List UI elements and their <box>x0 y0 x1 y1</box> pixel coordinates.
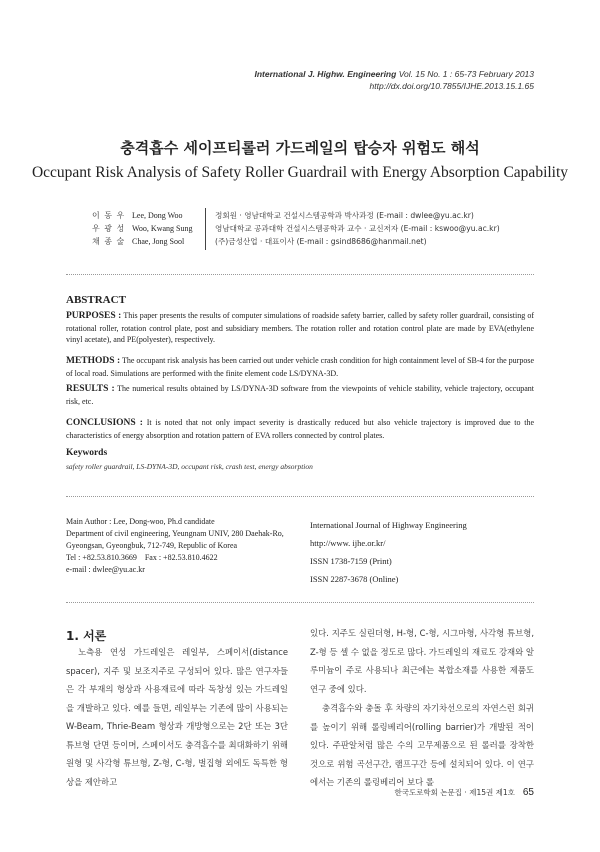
page-number: 65 <box>522 787 534 798</box>
main-author-line: Tel : +82.53.810.3669 Fax : +82.53.810.4622 <box>66 553 218 562</box>
body-right-column <box>310 624 534 792</box>
main-author-line: e-mail : dwlee@yu.ac.kr <box>66 565 145 574</box>
author-row <box>92 222 196 235</box>
results-text: The numerical results obtained by LS/DYNA-3D software from the viewpoints of vehicle stability, vehicle trajectory, occupant risk, etc. <box>66 384 535 406</box>
footer-journal: 한국도로학회 논문집 · 제15권 제1호 <box>394 788 515 797</box>
author-name-en: Woo, Kwang Sung <box>132 224 193 233</box>
keywords-heading: Keywords <box>66 448 108 458</box>
top-divider <box>66 274 534 275</box>
journal-url[interactable]: http://www. ijhe.or.kr/ <box>310 538 386 548</box>
author-row <box>92 209 196 222</box>
author-row <box>92 235 196 248</box>
body-left-column <box>66 643 288 791</box>
abstract-purposes <box>66 310 534 346</box>
main-author-line: Department of civil engineering, Yeungnam UNIV, 280 Daehak-Ro, <box>66 529 284 538</box>
mid-divider <box>66 496 534 497</box>
title-english: Occupant Risk Analysis of Safety Roller Guardrail with Energy Absorption Capability <box>31 164 569 181</box>
abstract-results <box>66 383 534 407</box>
affiliation: 영남대학교 공과대학 건설시스템공학과 교수 · 교신저자 (E-mail : kswoo@yu.ac.kr) <box>215 224 500 233</box>
body-divider <box>66 602 534 603</box>
methods-text: The occupant risk analysis has been carried out under vehicle crash condition for high containment level of SB-4 for the purpose of local road. Simulations are performed with the finite element code LS/DYNA-3D. <box>66 356 534 378</box>
volume-info: Vol. 15 No. 1 : 65-73 February 2013 <box>398 69 534 79</box>
abstract-heading: ABSTRACT <box>66 294 126 306</box>
conclusions-text: It is noted that not only impact severity is drastically reduced but also vehicle trajectory is improved due to the characteristics of energy absorption and rotation pattern of EVA rollers connected by control plates. <box>66 418 535 440</box>
purposes-label: PURPOSES : <box>66 311 122 321</box>
journal-info-line: International Journal of Highway Engineering <box>310 520 467 530</box>
journal-info <box>310 516 467 588</box>
title-korean: 충격흡수 세이프티롤러 가드레일의 탑승자 위험도 해석 <box>120 139 480 157</box>
main-author-info <box>66 516 284 576</box>
author-name-en: Lee, Dong Woo <box>132 211 183 220</box>
section-heading: 1. 서론 <box>66 629 107 643</box>
body-paragraph: 있다. 지주도 실린더형, H-형, C-형, 시그마형, 사각형 튜브형, Z-형 등 셀 수 없을 정도로 많다. 가드레일의 재료도 강재와 알루미늄이 주로 사용되나 최근에는 복합소재를 사용한 제품도 연구 중에 있다. <box>310 628 534 694</box>
body-paragraph: 노측용 연성 가드레일은 레일부, 스페이서(distance spacer), 지주 및 보조지주로 구성되어 있다. 많은 연구자들은 각 부재의 형상과 사용재료에 따라 독창성 있는 가드레일을 개발하고 있다. 예를 들면, 레일부는 기존에 많이 사용되는 W-Beam, Thrie-Beam 형상과 개방형으로는 2단 또는 3단 튜브형 단면 등이며, 스페이서도 충격흡수를 최대화하기 위해 원형 및 사각형 튜브형, Z-형, C-형, 벌집형 외에도 독특한 형상을 제안하고 <box>66 647 288 787</box>
author-list <box>92 209 196 248</box>
affiliation: (주)금성산업 · 대표이사 (E-mail : gsind8686@hanmail.net) <box>215 237 427 246</box>
page-footer <box>394 787 534 798</box>
main-author-line: Gyeongsan, Gyeongbuk, 712-749, Republic of Korea <box>66 541 238 550</box>
author-name-ko: 이 동 우 <box>92 211 126 220</box>
journal-header <box>254 68 534 92</box>
purposes-text: This paper presents the results of computer simulations of roadside safety barrier, called by safety roller guardrail, consisting of rotational roller, rotation control plate, post and subsidiary members. The rotation roller and rotation control plate are made by EVA(ethylene vinyl acetate), and PE(polyester), respectively. <box>66 311 534 344</box>
affiliation-list <box>215 209 500 248</box>
author-name-en: Chae, Jong Sool <box>132 237 185 246</box>
body-paragraph: 충격흡수와 충돌 후 차량의 자기차선으로의 자연스런 회귀를 높이기 위해 롤링베리어(rolling barrier)가 개발된 적이 있다. 주판알처럼 많은 수의 고무제품으로 된 롤러를 장착한 것으로 위험 곡선구간, 램프구간 등에 설치되어 있다. 이 연구에서는 기존의 롤링베리어 보다 롤 <box>310 703 534 787</box>
methods-label: METHODS : <box>66 356 121 366</box>
abstract-methods <box>66 355 534 379</box>
journal-info-line: ISSN 2287-3678 (Online) <box>310 574 399 584</box>
main-author-line: Main Author : Lee, Dong-woo, Ph.d candidate <box>66 517 215 526</box>
author-name-ko: 우 광 성 <box>92 224 126 233</box>
conclusions-label: CONCLUSIONS : <box>66 418 143 428</box>
author-divider <box>205 208 206 250</box>
journal-info-line: ISSN 1738-7159 (Print) <box>310 556 392 566</box>
results-label: RESULTS : <box>66 384 115 394</box>
affiliation: 정회원 · 영남대학교 건설시스템공학과 박사과정 (E-mail : dwlee@yu.ac.kr) <box>215 211 474 220</box>
author-name-ko: 채 종 술 <box>92 237 126 246</box>
abstract-conclusions <box>66 417 534 441</box>
journal-name: International J. Highw. Engineering <box>254 69 397 79</box>
keywords-text: safety roller guardrail, LS-DYNA-3D, occupant risk, crash test, energy absorption <box>66 462 313 471</box>
doi-link[interactable]: http://dx.doi.org/10.7855/IJHE.2013.15.1.65 <box>369 81 534 91</box>
